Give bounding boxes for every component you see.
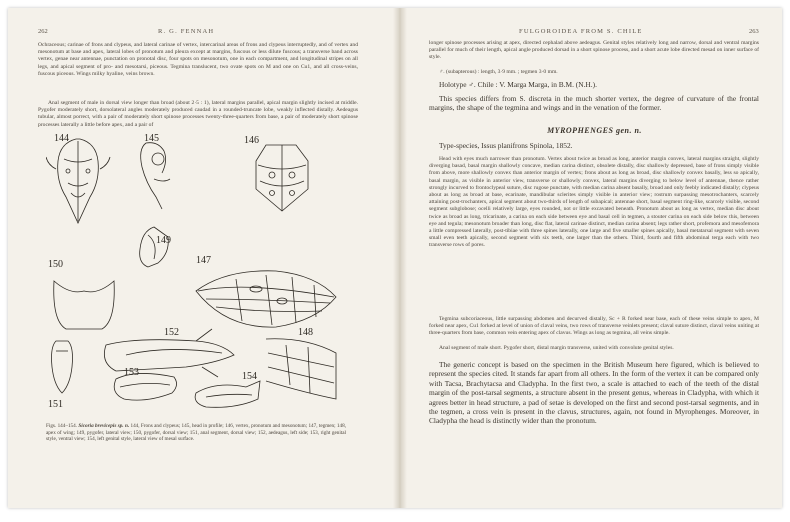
fig-146-vertex-pronotum <box>256 145 308 211</box>
holotype-line: Holotype ♂. Chile : V. Marga Marga, in B.M. (N.H.). <box>439 80 597 89</box>
caption-text: 144, Frons and clypeus; 145, head in profile; 146, vertex, pronotum and mesonotum; 147, tegmen; 148, apex of wing; 149, pygofer, lateral view; 150, pygofer, dorsal view; 151, anal segment, dorsal view; 152, aedeagus, left side; 153, right genital style, ventral view; 154, left genital style, lateral view of mesal surface. <box>46 423 347 443</box>
anal-paragraph: Anal segment of male short. Pygofer short, distal margin transverse, united with convolute genital styles. <box>439 345 674 351</box>
figure-plate <box>46 131 346 421</box>
fig-148-wing-apex <box>266 339 336 399</box>
fig-145-head-profile <box>141 143 170 209</box>
book-gutter <box>393 8 407 508</box>
left-running-head: R. G. FENNAH <box>158 28 215 35</box>
fig-label-147: 147 <box>196 255 211 266</box>
type-species-line: Type-species, Issus planifrons Spinola, 1852. <box>439 141 573 150</box>
fig-label-151: 151 <box>48 399 63 410</box>
fig-label-146: 146 <box>244 135 259 146</box>
fig-label-152: 152 <box>164 327 179 338</box>
fig-label-149: 149 <box>156 235 171 246</box>
fig-154-left-style <box>195 381 260 407</box>
caption-range: Figs. 144–154. <box>46 423 78 429</box>
fig-label-144: 144 <box>54 133 69 144</box>
styles-paragraph: longer spinose processes arising at apex, directed cephalad above aedeagus. Genital styles relatively long and narrow, dorsal and ventral margins parallel for much of their length, apical angle produced dorsad in a short spinose process, and a short acute lobe directed mesad on inner surface of style. <box>429 40 759 61</box>
right-running-head: FULGOROIDEA FROM S. CHILE <box>519 28 643 35</box>
fig-147-tegmen <box>196 271 336 327</box>
fig-150-pygofer-dorsal <box>54 281 115 329</box>
caption-species: Sicoria brevicepis sp. n. <box>78 423 130 429</box>
figure-caption <box>46 423 346 443</box>
genus-heading: MYROPHENGES gen. n. <box>547 126 642 135</box>
fig-label-150: 150 <box>48 259 63 270</box>
fig-144-frons-clypeus <box>46 139 110 223</box>
measurement-line: ♂. (subapterous) : length, 3·9 mm. ; tegmen 3·0 mm. <box>439 69 558 75</box>
left-page <box>8 8 393 508</box>
fig-label-145: 145 <box>144 133 159 144</box>
genus-description: Head with eyes much narrower than pronotum. Vertex about twice as broad as long, anterior margin convex, lateral margins straight, slightly diverging basad, basal margin shallowly concave, median carina distinct, obsolete distally, disc shallowly depressed, base of frons simply visible from above, more shallowly convex than anterior margin of vertex; frons about as long as broad, disc shallowly convex basally, less so apically, basal margin, as visible in anterior view, transverse or shallowly convex, lateral margins diverging to below level of antennae, thence rather strongly incurved to frontoclypeal suture, disc rugose punctate, with median carina absent basally, broad and only feebly indicated distally; clypeus about as long as broad at base, ecarinate, mandibular sclerites simply visible in anterior view; rostrum surpassing mesotrochanters, scarcely attaining post-trochanters, apical segment about two-thirds of length of subapical; antennae short, basal segment ring-like, scarcely visible, second segment subglobose; ocelli relatively large, eyes rounded, not or little excavated beneath. Pronotum about as long as vertex, median disc about twice as broad as long, tricarinate, a carina on each side between eye and basal cell in tegmen, a stouter carina on each side below this, between eye and tegula; mesonotum broader than long, disc flat, lateral carinae distinct, median carina absent; legs rather short, profemora and mesofemora a little compressed laterally, post-tibiae with three spines laterally, one large and five smaller spines apically, basal metatarsal segment with seven small even teeth apically, second segment with six teeth, one larger than the others. Third, fourth and fifth abdominal terga each with two transverse rows of pores. <box>429 156 759 249</box>
book-spread <box>8 8 782 508</box>
fig-151-anal-segment <box>52 341 73 393</box>
comparison-paragraph: This species differs from S. discreta in the much shorter vertex, the degree of curvature of the frontal margins, the shape of the tegmina and wings and in the venation of the former. <box>429 94 759 113</box>
fig-label-148: 148 <box>298 327 313 338</box>
left-page-number: 262 <box>38 28 48 35</box>
tegmina-paragraph: Tegmina subcoriaceous, little surpassing abdomen and decurved distally, Sc + R forked near base, each of these veins simple to apex, M forked near apex, Cu1 forked at level of union of claval veins, two rows of transverse veinlets present; claval suture distinct, claval veins uniting at three-quarters from base, common vein entering apex of clavus. Wings as long as tegmina, all veins simple. <box>429 316 759 337</box>
fig-149-pygofer-lateral <box>140 227 169 267</box>
genitalia-paragraph: Anal segment of male in dorsal view longer than broad (about 2·5 : 1), lateral margins parallel, apical margin slightly incised at middle. Pygofer moderately short, dorsolateral angles moderately produced caudad in a rounded-truncate lobe, weakly inflected distally. Aedeagus tubular, almost porrect, with a pair of moderately short spinose processes twenty-three-quarters from base, a pair of moderately short spinose processes laterally a little before apex, and a pair of <box>38 100 358 128</box>
right-page-number: 263 <box>749 28 759 35</box>
generic-concept-paragraph: The generic concept is based on the specimen in the British Museum here figured, which is believed to represent the species cited. It stands far apart from all others. In the form of the vertex it can be compared only with Tacsa, Brachytacsa and Cladypha. In the first two, a scale is attached to each of the teeth of the distal margin of the post-tarsal segments, a structure absent in the present genus, whereas in Cladypha, with which it agrees better in head structure, a pad of setae is developed on the first and second post-tarsal segments, and in the tegmen, a cross vein is present in the clavus, structures, again, not found in Myrophenges. Moreover, in Cladypha the head is distinctly wider than the pronotum. <box>429 360 759 426</box>
right-page <box>407 8 782 508</box>
fig-label-153: 153 <box>124 367 139 378</box>
fig-label-154: 154 <box>242 371 257 382</box>
coloration-paragraph: Ochraceous; carinae of frons and clypeus, and lateral carinae of vertex, intercarinal areas of frons and clypeus interruptedly, and of vertex and mesonotum at base and apex, lateral lobes of pronotum and pleura except at margins, fuscous or less dilute fuscous; a transverse band across vertex, genae near antennae, punctation on pronotal disc, four spots on mesonotum, one in each compartment, and longitudinal stripes on all legs, and apical segment of pro- and mesotarsi, piceous. Tegmina translucent, two ovate spots on M and one on Cu1, and all cross-veins, fuscous piceous. Wings milky hyaline, veins brown. <box>38 42 358 77</box>
figure-drawings <box>46 131 346 421</box>
